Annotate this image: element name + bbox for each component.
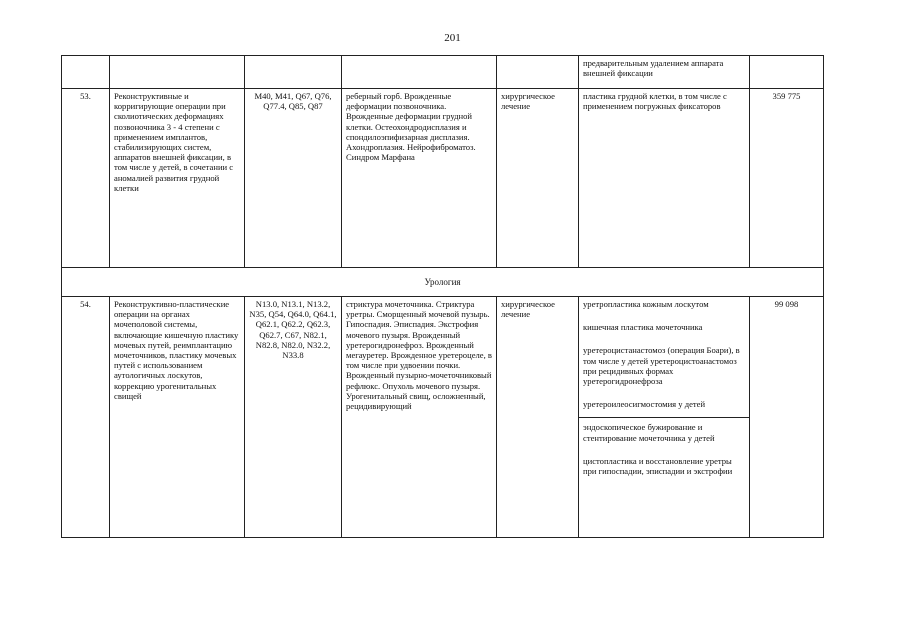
- method-item: цистопластика и восстановление уретры при гипоспадии, эписпадии и экстрофии: [583, 455, 733, 477]
- cell-model: [342, 56, 497, 89]
- medical-services-table: [61, 55, 824, 538]
- cell-model: реберный горб. Врожденные деформации позвоночника. Врожденные деформации грудной клетки. Остеохондродисплазия и спондилоэпифизарная дисплазия. Ахондроплазия. Нейрофиброматоз. Синдром Марфана: [342, 89, 497, 268]
- cell-number: 54.: [62, 297, 110, 538]
- table-row: [62, 89, 824, 268]
- cell-treatment: хирургическое лечение: [497, 89, 579, 268]
- cell-name: Реконструктивно-пластические операции на органах мочеполовой системы, включающие кишечную пластику мочевых путей, реимплантацию мочеточников, пластику мочевых путей с использованием аутологичных лоскутов, коррекцию урогенитальных свищей: [110, 297, 245, 538]
- cell-name: Реконструктивные и корригирующие операции при сколиотических деформациях позвоночника 3 - 4 степени с применением имплантов, стабилизирующих систем, аппаратов внешней фиксации, в том числе у детей, в сочетании с аномалией развития грудной клетки: [110, 89, 245, 268]
- cell-method: пластика грудной клетки, в том числе с применением погружных фиксаторов: [579, 89, 750, 268]
- cell-codes: [245, 56, 342, 89]
- method-item: эндоскопическое бужирование и стентирование мочеточника у детей: [583, 422, 715, 443]
- page-number: 201: [444, 32, 461, 44]
- cell-name: [110, 56, 245, 89]
- method-item: кишечная пластика мочеточника: [583, 322, 703, 333]
- cell-price: 99 098: [750, 297, 824, 538]
- section-row: [62, 268, 824, 297]
- cell-codes: M40, M41, Q67, Q76, Q77.4, Q85, Q87: [245, 89, 342, 268]
- method-item: уретропластика кожным лоскутом: [583, 299, 709, 309]
- cell-number: [62, 56, 110, 89]
- method-item: уретероцистанастомоз (операция Боари), в том числе у детей уретероцистоанастомоз при рецидивных формах уретерогидронефроза: [583, 345, 740, 387]
- cell-price: 359 775: [750, 89, 824, 268]
- cell-treatment: хирургическое лечение: [497, 297, 579, 538]
- cell-codes: N13.0, N13.1, N13.2, N35, Q54, Q64.0, Q64.1, Q62.1, Q62.2, Q62.3, Q62.7, C67, N82.1, N82.8, N82.0, N32.2, N33.8: [245, 297, 342, 538]
- table-row: [62, 297, 824, 538]
- cell-method: [579, 297, 750, 538]
- cell-treatment: [497, 56, 579, 89]
- cell-method: предварительным удалением аппарата внешней фиксации: [579, 56, 750, 89]
- section-title: Урология: [62, 268, 824, 297]
- table-row: [62, 56, 824, 89]
- cell-number: 53.: [62, 89, 110, 268]
- method-item: уретероилеосигмостомия у детей: [583, 399, 706, 410]
- cell-price: [750, 56, 824, 89]
- method-divider: [579, 417, 749, 418]
- cell-model: стриктура мочеточника. Стриктура уретры. Сморщенный мочевой пузырь. Гипоспадия. Эписпадия. Экстрофия мочевого пузыря. Врожденный уретерогидронефроз. Врожденный мегауретер. Врожденное уретероцеле, в том числе при удвоении почки. Врожденный пузырно-мочеточниковый рефлюкс. Опухоль мочевого пузыря. Урогенитальный свищ, осложненный, рецидивирующий: [342, 297, 497, 538]
